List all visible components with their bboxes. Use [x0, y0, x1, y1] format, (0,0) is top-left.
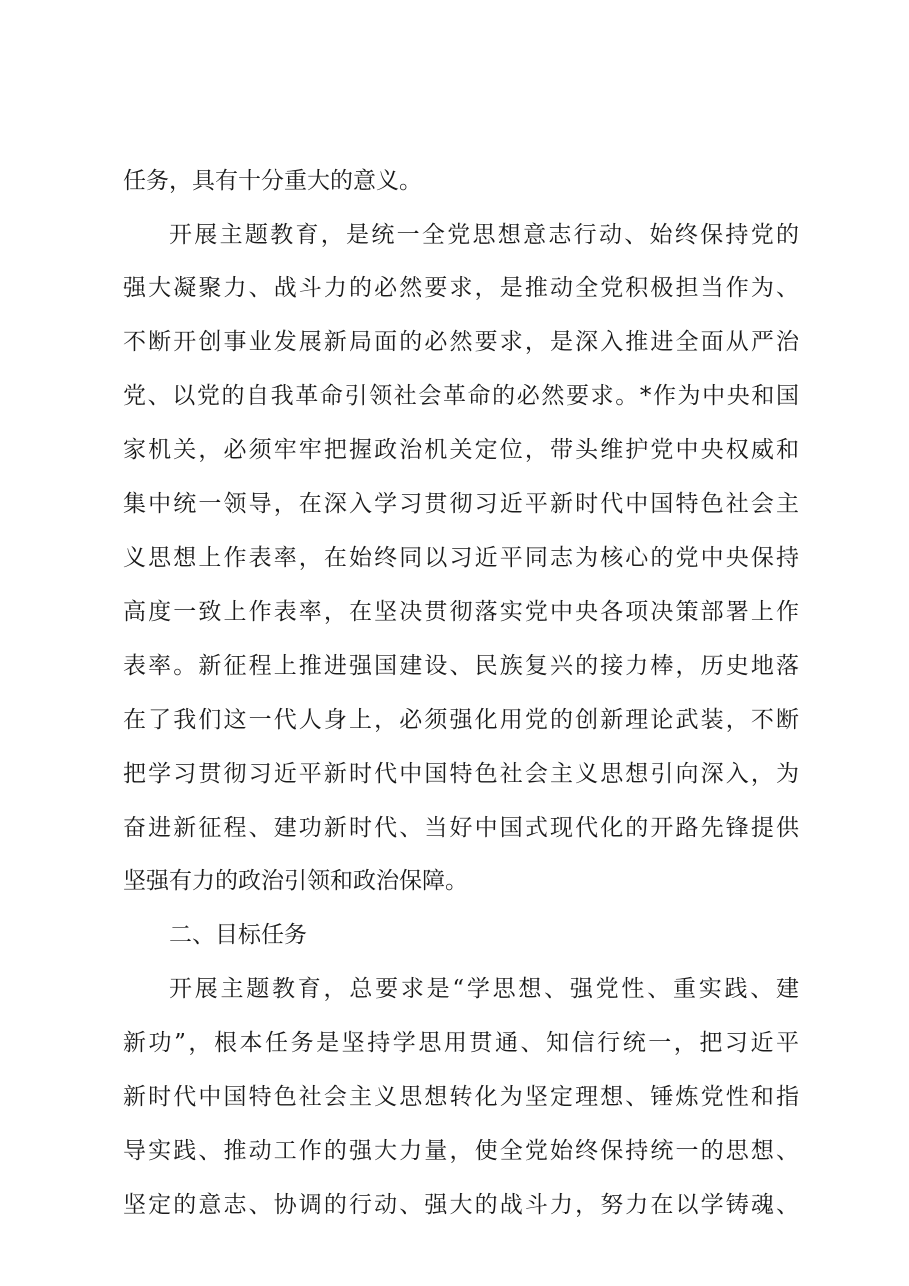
section-heading: 二、目标任务: [169, 922, 307, 948]
text-line: 家机关，必须牢牢把握政治机关定位，带头维护党中央权威和: [123, 437, 799, 463]
text-line: 坚强有力的政治引领和政治保障。: [123, 868, 468, 894]
paragraph-first-line: 开展主题教育，总要求是“学思想、强党性、重实践、建: [169, 976, 799, 1002]
text-line: 强大凝聚力、战斗力的必然要求，是推动全党积极担当作为、: [123, 275, 799, 301]
text-line: 集中统一领导，在深入学习贯彻习近平新时代中国特色社会主: [123, 491, 799, 517]
text-line: 导实践、推动工作的强大力量，使全党始终保持统一的思想、: [123, 1138, 799, 1164]
text-line: 新时代中国特色社会主义思想转化为坚定理想、锤炼党性和指: [123, 1084, 799, 1110]
paragraph-first-line: 开展主题教育，是统一全党思想意志行动、始终保持党的: [169, 222, 799, 248]
text-line: 表率。新征程上推进强国建设、民族复兴的接力棒，历史地落: [123, 653, 799, 679]
text-line: 不断开创事业发展新局面的必然要求，是深入推进全面从严治: [123, 329, 799, 355]
text-line: 高度一致上作表率，在坚决贯彻落实党中央各项决策部署上作: [123, 599, 799, 625]
text-line: 坚定的意志、协调的行动、强大的战斗力，努力在以学铸魂、: [123, 1192, 799, 1218]
text-line: 新功”，根本任务是坚持学思用贯通、知信行统一，把习近平: [123, 1030, 799, 1056]
text-line: 义思想上作表率，在始终同以习近平同志为核心的党中央保持: [123, 545, 799, 571]
text-line: 任务，具有十分重大的意义。: [123, 168, 422, 194]
text-line: 在了我们这一代人身上，必须强化用党的创新理论武装，不断: [123, 707, 799, 733]
text-line: 把学习贯彻习近平新时代中国特色社会主义思想引向深入，为: [123, 761, 799, 787]
text-line: 党、以党的自我革命引领社会革命的必然要求。*作为中央和国: [123, 383, 799, 409]
text-line: 奋进新征程、建功新时代、当好中国式现代化的开路先锋提供: [123, 815, 799, 841]
